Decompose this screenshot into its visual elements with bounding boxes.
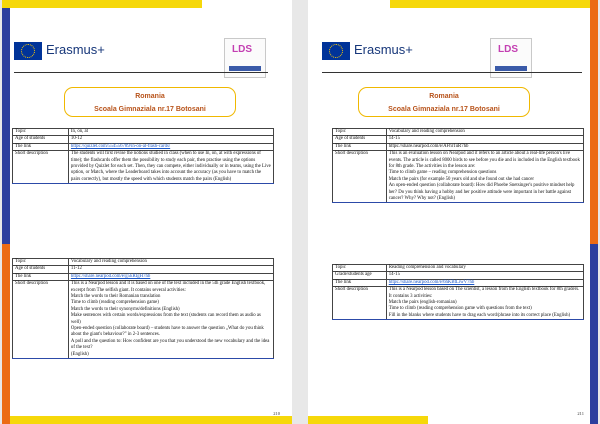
bottom-bar-yellow	[10, 416, 292, 424]
age-value: 14-15	[386, 136, 583, 143]
erasmus-logo: Erasmus+	[46, 42, 105, 57]
link-label: The link	[333, 279, 387, 286]
header	[322, 38, 578, 68]
resource-link[interactable]: https://share.nearpod.com/e/g5kRIgH7hb	[70, 273, 151, 279]
header-rule	[14, 72, 268, 73]
age-value: 14-15	[386, 272, 583, 279]
lds-logo: LDS	[490, 38, 532, 78]
page-number: 210	[273, 411, 280, 416]
activity-table-1	[12, 128, 274, 184]
left-bar-orange	[2, 244, 10, 424]
top-bar-yellow	[390, 0, 590, 8]
age-label: Age of students	[333, 136, 387, 143]
age-value: 11-12	[68, 266, 273, 273]
link-label: The link	[333, 143, 387, 150]
desc-value: This is an evaluation lesson on Nearpod and it refers to an article about a real-life person's live events. The article is called 8000 birds to see before you die and is included in the English textbook for 8th grade. The activities in the lesson are: Time to climb game – reading comprehension questions Match the pairs (for example 50 years old and she found out she had cancer An open-ended question (collaborate board): How did Phoebe Snetsinger's positive mindset help her? Do you think having a hobby and her positive attitude were important in her battle against cancer? Why? Why not? (English)	[386, 151, 583, 203]
country-title: Romania	[135, 93, 165, 100]
school-title: Scoala Gimnaziala nr.17 Botosani	[94, 106, 206, 113]
lds-logo: LDS	[224, 38, 266, 78]
age-label: Age of students	[13, 266, 69, 273]
desc-value: The students will first revise the notions studied in class (when to use In, on, at with expressions of time); the flashcards offer them the possibility to study each pair, then practise using the options provided by Quizlet for each set. Then, they can compete, either individually or in teams, using the Live option, or Match, where the Leaderboard takes into account the accuracy (as you have to match the pairs correctly), but mostly the speed with which students match the pairs (English)	[68, 151, 273, 184]
erasmus-logo: Erasmus+	[354, 42, 413, 57]
desc-value: This is a Nearpod lesson based on The scientist, a lesson from the English textbook for 8th graders. It contains 3 activities: Match the pairs (english-romanian) Time to climb (reading comprehension game with questions from the text) Fill in the blanks where students have to drag each word/phrase into its correct place (English)	[386, 287, 583, 320]
activity-table-2	[332, 264, 584, 320]
topic-label: Topic	[13, 129, 69, 136]
bottom-bar-yellow	[308, 416, 428, 424]
page-right	[308, 0, 598, 424]
topic-label: Topic	[333, 265, 387, 272]
header-rule	[322, 72, 582, 73]
desc-label: Short description	[13, 151, 69, 184]
top-bar-yellow	[2, 0, 202, 8]
school-title: Scoala Gimnaziala nr.17 Botosani	[388, 106, 500, 113]
activity-table-2	[12, 258, 274, 359]
resource-link[interactable]: https://share.nearpod.com/e/AFhr1uR7hb	[388, 143, 469, 149]
resource-link[interactable]: https://quizlet.com/554556789/in-on-at-flash-cards/	[70, 143, 171, 149]
desc-value: This is a Nearpod lesson and it is based on one of the text included in the 5th grade English textbook, excerpt from The selfish giant. It contains several activities: Match the words to their Romanian translation Time to climb (reading comprehension game) Match the words to their synonyms/definitions (English) Make sentences with certain words/expressions from the text (students can record them as audio as well) Open-ended question (collaborate board) – students have to answer the question „What do you think about the giant's behaviour?" in 2-3 sentences. A poll and the question to: How confident are you that you understood the new vocabulary and the idea of the text? (English)	[68, 281, 273, 359]
desc-label: Short description	[13, 281, 69, 359]
topic-value: In, on, at	[68, 129, 273, 136]
eu-flag-icon	[322, 42, 350, 60]
desc-label: Short description	[333, 151, 387, 203]
age-label: Age of students	[13, 136, 69, 143]
link-label: The link	[13, 273, 69, 280]
country-title: Romania	[429, 93, 459, 100]
title-box	[358, 87, 530, 117]
left-bar-blue	[2, 0, 10, 244]
page-number: 211	[577, 411, 584, 416]
resource-link[interactable]: https://share.nearpod.com/e/6hKBtLiwV7hb	[388, 279, 475, 285]
right-bar-orange	[590, 0, 598, 244]
topic-value: Vocabulary and reading comprehension	[386, 129, 583, 136]
page-left	[2, 0, 292, 424]
topic-value: Reading comprehension and vocabulary	[386, 265, 583, 272]
topic-value: Vocabulary and reading comprehension	[68, 259, 273, 266]
topic-label: Topic	[13, 259, 69, 266]
age-label: Grade/students age	[333, 272, 387, 279]
eu-flag-icon	[14, 42, 42, 60]
link-label: The link	[13, 143, 69, 150]
activity-table-1	[332, 128, 584, 203]
title-box	[64, 87, 236, 117]
header	[14, 38, 270, 68]
desc-label: Short description	[333, 287, 387, 320]
right-bar-blue	[590, 244, 598, 424]
topic-label: Topic	[333, 129, 387, 136]
age-value: 10-12	[68, 136, 273, 143]
